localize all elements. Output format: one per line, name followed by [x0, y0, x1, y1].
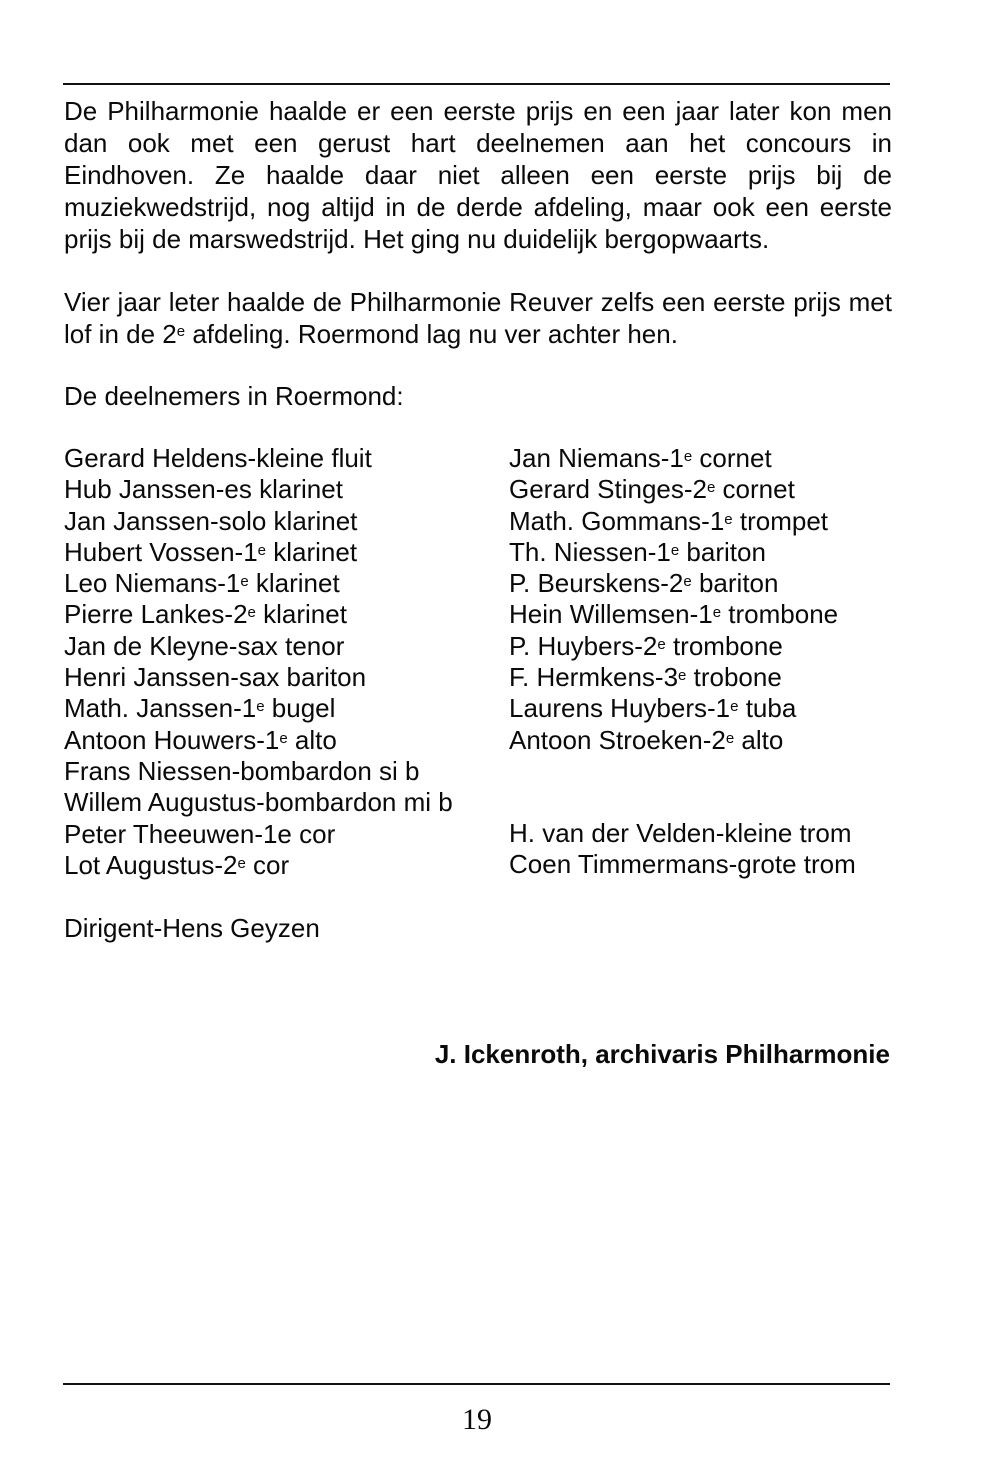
- member-name: Th. Niessen-1: [509, 536, 671, 567]
- member-instrument: tuba: [738, 693, 797, 724]
- member-ordinal-superscript: e: [257, 541, 267, 559]
- member-entry: [509, 849, 929, 880]
- member-ordinal-superscript: e: [256, 698, 265, 716]
- member-name: Leo Niemans-1: [64, 568, 241, 599]
- member-name: Henri Janssen-sax bariton: [64, 662, 367, 693]
- member-instrument: bariton: [691, 568, 779, 599]
- member-name: Willem Augustus-bombardon mi b: [64, 787, 453, 818]
- member-entry: [64, 850, 504, 881]
- member-name: P. Beurskens-2: [509, 568, 684, 599]
- member-ordinal-superscript: e: [683, 573, 692, 591]
- author-signature: J. Ickenroth, archivaris Philharmonie: [434, 1039, 890, 1069]
- member-entry: [509, 443, 909, 474]
- bottom-rule: [63, 1383, 890, 1385]
- member-entry: [64, 474, 504, 505]
- member-entry: [64, 443, 504, 474]
- member-ordinal-superscript: e: [237, 854, 246, 872]
- member-entry: [509, 568, 909, 599]
- member-entry: [509, 537, 909, 568]
- member-instrument: klarinet: [255, 599, 347, 630]
- member-ordinal-superscript: e: [712, 604, 722, 622]
- member-instrument: alto: [287, 724, 337, 755]
- member-instrument: trobone: [686, 662, 782, 693]
- member-instrument: bariton: [679, 536, 766, 567]
- member-instrument: cornet: [692, 443, 772, 473]
- member-name: Antoon Stroeken-2: [509, 724, 726, 755]
- member-name: Hein Willemsen-1: [509, 599, 713, 630]
- member-name: Math. Janssen-1: [64, 693, 257, 724]
- member-entry: [509, 818, 929, 849]
- member-entry: [509, 725, 909, 756]
- participants-heading: De deelnemers in Roermond:: [64, 381, 404, 411]
- member-name: Pierre Lankes-2: [64, 599, 248, 630]
- paragraph-lof-text-b: afdeling. Roermond lag nu ver achter hen.: [185, 319, 678, 349]
- member-instrument: trombone: [665, 630, 783, 661]
- member-name: H. van der Velden-kleine trom: [509, 818, 852, 848]
- member-name: Lot Augustus-2: [64, 849, 238, 880]
- member-ordinal-superscript: e: [247, 604, 256, 622]
- member-entry: [509, 599, 909, 630]
- top-rule: [63, 83, 890, 85]
- member-name: P. Huybers-2: [509, 630, 658, 661]
- member-name: Coen Timmermans-grote trom: [509, 849, 856, 880]
- member-name: Antoon Houwers-1: [64, 724, 280, 755]
- roster-left-column: [64, 443, 504, 881]
- member-entry: [64, 693, 504, 724]
- conductor-line: Dirigent-Hens Geyzen: [64, 913, 320, 943]
- member-instrument: trombone: [721, 599, 839, 630]
- member-ordinal-superscript: e: [279, 729, 288, 747]
- member-ordinal-superscript: e: [683, 448, 693, 465]
- member-entry: [64, 506, 504, 537]
- roster-right-column-percussion: [509, 818, 929, 881]
- member-entry: [64, 756, 504, 787]
- member-entry: [64, 819, 504, 850]
- member-entry: [509, 662, 909, 693]
- paragraph-lof-superscript: e: [176, 323, 186, 340]
- member-instrument: trompet: [732, 505, 829, 536]
- member-ordinal-superscript: e: [657, 635, 666, 653]
- paragraph-concours: De Philharmonie haalde er een eerste prijs en een jaar later kon men dan ook met een gerust hart deelnemen aan het concours in Eindhoven. Ze haalde daar niet alleen een eerste prijs bij de muziekwedstrijd, nog altijd in de derde afdeling, maar ook een eerste prijs bij de marswedstrijd. Het ging nu duidelijk bergopwaarts.: [64, 96, 892, 254]
- member-entry: [64, 568, 504, 599]
- member-instrument: klarinet: [266, 536, 358, 567]
- member-ordinal-superscript: e: [724, 510, 733, 528]
- member-entry: [509, 506, 909, 537]
- member-ordinal-superscript: e: [730, 698, 739, 716]
- member-instrument: cornet: [715, 474, 795, 505]
- member-name: Peter Theeuwen-1e cor: [64, 818, 336, 849]
- member-entry: [64, 725, 504, 756]
- member-entry: [509, 693, 909, 724]
- member-entry: [509, 474, 909, 505]
- member-ordinal-superscript: e: [670, 541, 680, 559]
- member-name: Laurens Huybers-1: [509, 693, 731, 724]
- member-ordinal-superscript: e: [706, 479, 716, 497]
- member-entry: [64, 537, 504, 568]
- paragraph-lof: [64, 286, 892, 350]
- member-name: Frans Niessen-bombardon si b: [64, 755, 420, 786]
- roster-right-column: [509, 443, 909, 756]
- member-name: Jan de Kleyne-sax tenor: [64, 630, 345, 661]
- member-instrument: bugel: [264, 693, 336, 724]
- member-entry: [509, 631, 909, 662]
- member-entry: [64, 631, 504, 662]
- member-ordinal-superscript: e: [725, 729, 735, 747]
- page-number: 19: [462, 1403, 492, 1436]
- member-name: Hub Janssen-es klarinet: [64, 474, 343, 505]
- member-instrument: klarinet: [248, 568, 340, 599]
- member-ordinal-superscript: e: [678, 667, 687, 685]
- member-name: Jan Janssen-solo klarinet: [64, 505, 358, 536]
- member-instrument: alto: [734, 724, 784, 755]
- member-name: Gerard Heldens-kleine fluit: [64, 443, 372, 473]
- member-name: F. Hermkens-3: [509, 662, 679, 693]
- member-entry: [64, 599, 504, 630]
- member-name: Math. Gommans-1: [509, 505, 725, 536]
- member-entry: [64, 662, 504, 693]
- member-name: Hubert Vossen-1: [64, 536, 258, 567]
- member-entry: [64, 787, 504, 818]
- member-name: Jan Niemans-1: [509, 443, 684, 473]
- member-name: Gerard Stinges-2: [509, 474, 707, 505]
- paragraph-lof-text-a: Vier jaar leter haalde de Philharmonie Reuver zelfs een eerste prijs met lof in de 2: [64, 287, 892, 349]
- member-instrument: cor: [245, 849, 290, 880]
- member-ordinal-superscript: e: [240, 573, 249, 591]
